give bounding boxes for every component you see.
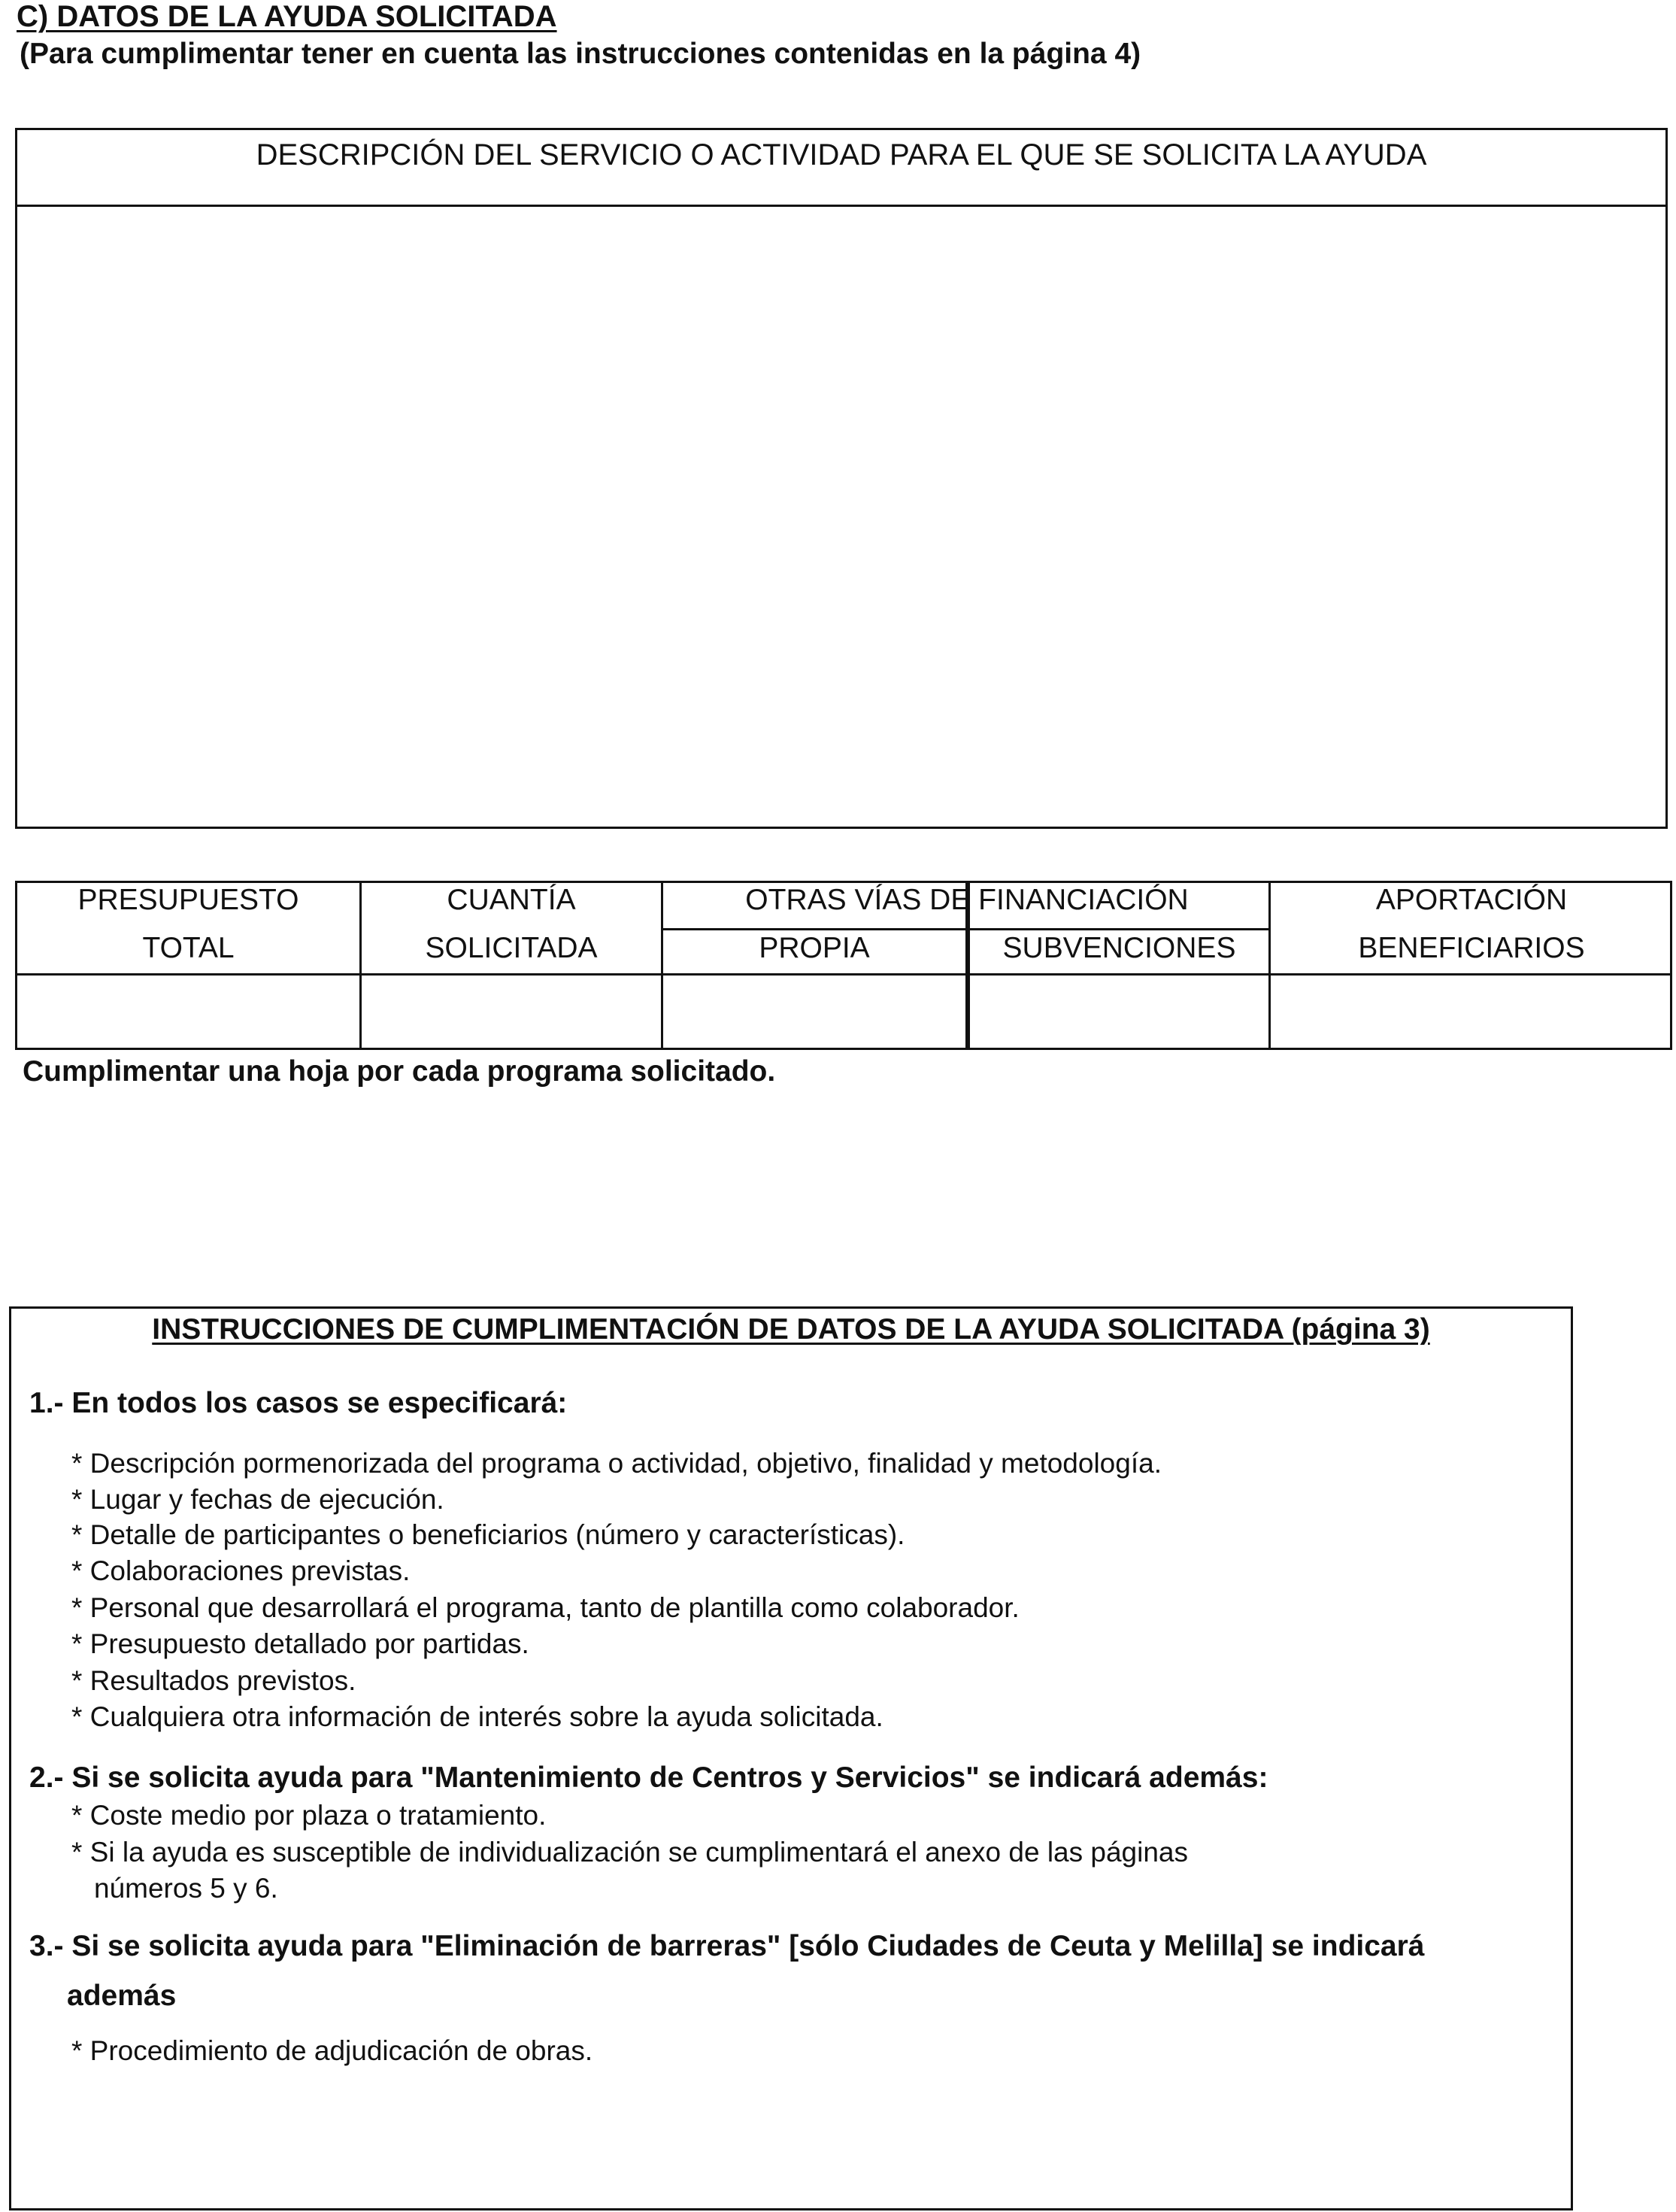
header-aportacion-line1: APORTACIÓN [1375,884,1568,916]
section-title: C) DATOS DE LA AYUDA SOLICITADA [17,0,557,33]
instructions-title: INSTRUCCIONES DE CUMPLIMENTACIÓN DE DATOS DE LA AYUDA SOLICITADA (página 3) [152,1313,1430,1346]
instructions-box [9,1306,1573,2210]
section-subtitle: (Para cumplimentar tener en cuenta las instrucciones contenidas en la página 4) [20,38,1141,70]
list-item: * Presupuesto detallado por partidas. [71,1628,529,1659]
presupuesto-total-field[interactable] [17,976,359,1048]
section-2-heading: 2.- Si se solicita ayuda para "Mantenimiento de Centros y Servicios" se indicará además: [29,1761,1268,1794]
table-divider [661,928,1268,930]
list-item: * Si la ayuda es susceptible de individualización se cumplimentará el anexo de las páginas [71,1837,1189,1868]
list-item: * Resultados previstos. [71,1665,356,1696]
propia-field[interactable] [663,976,965,1048]
section-1-heading: 1.- En todos los casos se especificará: [29,1387,568,1419]
header-cuantia-line1: CUANTÍA [447,884,576,916]
header-presupuesto-line1: PRESUPUESTO [77,884,299,916]
list-item: * Detalle de participantes o beneficiarios (número y características). [71,1519,905,1550]
list-item: * Descripción pormenorizada del programa o actividad, objetivo, finalidad y metodología. [71,1448,1162,1479]
list-item: * Lugar y fechas de ejecución. [71,1484,444,1515]
list-item: * Cualquiera otra información de interés sobre la ayuda solicitada. [71,1701,883,1732]
description-box [15,128,1668,829]
list-item: * Personal que desarrollará el programa, tanto de plantilla como colaborador. [71,1592,1020,1623]
section-3-heading-cont: además [67,1980,177,2012]
header-presupuesto-line2: TOTAL [142,932,235,964]
list-item: números 5 y 6. [94,1873,278,1904]
list-item: * Procedimiento de adjudicación de obras. [71,2035,593,2066]
form-note: Cumplimentar una hoja por cada programa solicitado. [23,1055,776,1088]
list-item: * Colaboraciones previstas. [71,1555,411,1586]
header-subvenciones: SUBVENCIONES [1002,932,1236,964]
header-propia: PROPIA [759,932,870,964]
description-input-area[interactable] [17,207,1665,827]
cuantia-solicitada-field[interactable] [362,976,661,1048]
header-aportacion-line2: BENEFICIARIOS [1358,932,1585,964]
budget-table [15,881,1672,1050]
header-cuantia-line2: SOLICITADA [425,932,598,964]
header-otras-vias: OTRAS VÍAS DE FINANCIACIÓN [745,884,1189,916]
section-3-heading: 3.- Si se solicita ayuda para "Eliminación de barreras" [sólo Ciudades de Ceuta y Melilla] se indicará [29,1930,1425,1962]
list-item: * Coste medio por plaza o tratamiento. [71,1800,547,1831]
subvenciones-field[interactable] [968,976,1271,1048]
description-header: DESCRIPCIÓN DEL SERVICIO O ACTIVIDAD PARA EL QUE SE SOLICITA LA AYUDA [17,130,1665,207]
aportacion-beneficiarios-field[interactable] [1271,976,1672,1048]
table-divider [1268,883,1271,1048]
